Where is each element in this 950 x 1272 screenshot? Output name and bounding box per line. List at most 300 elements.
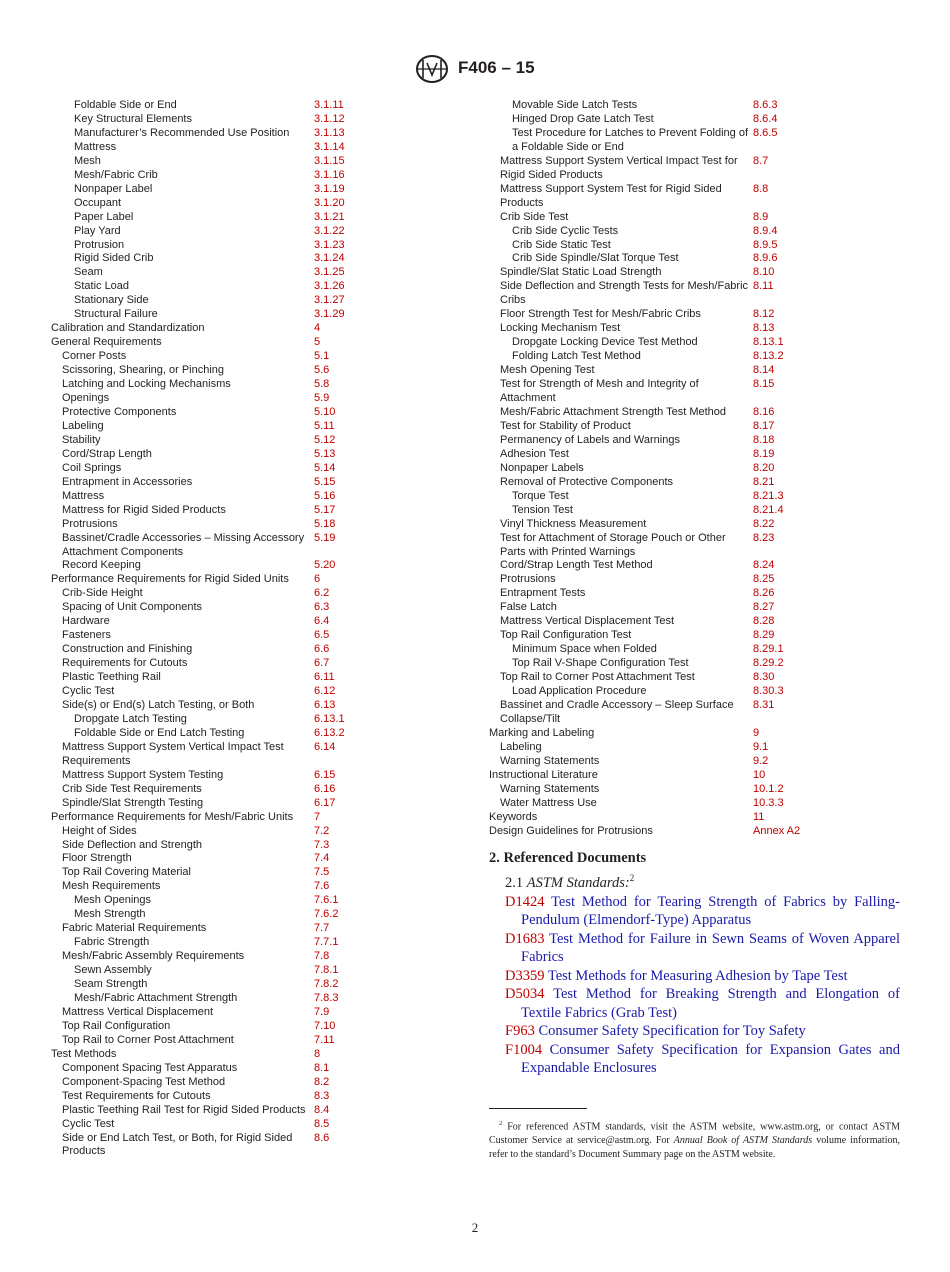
toc-entry-title: Bassinet and Cradle Accessory – Sleep Surface Collapse/Tilt <box>500 698 734 725</box>
toc-entry-section-number[interactable]: 5.13 <box>314 447 336 460</box>
toc-entry-section-number[interactable]: 8.31 <box>753 698 775 711</box>
toc-entry[interactable] <box>51 727 451 741</box>
toc-entry-title: Warning Statements <box>500 754 600 767</box>
toc-entry-section-number[interactable]: 7.7.1 <box>314 936 339 949</box>
toc-entry-section-number[interactable]: 3.1.24 <box>314 252 345 265</box>
toc-entry[interactable] <box>51 378 451 392</box>
toc-entry-title: Foldable Side or End Latch Testing <box>74 726 245 739</box>
toc-entry-section-number[interactable]: 8.30.3 <box>753 685 784 698</box>
toc-entry[interactable] <box>51 950 451 964</box>
toc-entry-title: Spacing of Unit Components <box>62 601 203 614</box>
toc-entry-section-number[interactable]: 5.19 <box>314 531 336 544</box>
toc-entry-section-number[interactable]: 5.10 <box>314 405 336 418</box>
toc-entry-title: Spindle/Slat Static Load Strength <box>500 266 662 279</box>
toc-entry-section-number[interactable]: 10 <box>753 768 766 781</box>
toc-entry[interactable] <box>51 504 451 518</box>
toc-entry[interactable] <box>51 1076 451 1090</box>
toc-entry[interactable] <box>489 783 909 797</box>
toc-entry-section-number[interactable]: 8.10 <box>753 266 775 279</box>
toc-entry-section-number[interactable]: 5.1 <box>314 350 330 363</box>
toc-entry[interactable] <box>489 797 909 811</box>
toc-entry[interactable] <box>51 1062 451 1076</box>
toc-entry-section-number[interactable]: 3.1.21 <box>314 210 345 223</box>
toc-entry-section-number[interactable]: 8.1 <box>314 1061 330 1074</box>
toc-entry-section-number[interactable]: 8.21 <box>753 475 775 488</box>
toc-entry[interactable] <box>51 1034 451 1048</box>
toc-entry[interactable] <box>51 992 451 1006</box>
toc-entry-section-number[interactable]: 8.13.1 <box>753 336 784 349</box>
toc-entry-section-number[interactable]: 8.3 <box>314 1089 330 1102</box>
toc-entry-section-number[interactable]: 5.15 <box>314 475 336 488</box>
toc-entry-section-number[interactable]: 6.4 <box>314 615 330 628</box>
reference-code-link[interactable]: D5034 <box>505 986 545 1003</box>
toc-entry[interactable] <box>51 1090 451 1104</box>
toc-entry[interactable] <box>489 350 909 364</box>
reference-entry[interactable] <box>489 967 900 986</box>
toc-entry-section-number[interactable]: 11 <box>753 810 765 823</box>
toc-entry-section-number[interactable]: 6.12 <box>314 685 336 698</box>
toc-entry[interactable] <box>489 601 909 615</box>
toc-entry-section-number[interactable]: 8.6.3 <box>753 99 778 111</box>
toc-entry[interactable] <box>489 252 909 266</box>
toc-entry[interactable] <box>51 225 451 239</box>
toc-entry[interactable] <box>51 462 451 476</box>
toc-entry[interactable] <box>489 225 909 239</box>
toc-entry-section-number[interactable]: 8.30 <box>753 671 775 684</box>
reference-code-link[interactable]: F963 <box>505 1023 535 1040</box>
toc-entry-section-number[interactable]: 7.5 <box>314 866 330 879</box>
toc-entry-section-number[interactable]: 8.21.3 <box>753 489 784 502</box>
toc-entry[interactable] <box>51 532 451 560</box>
toc-entry[interactable] <box>51 797 451 811</box>
toc-entry-section-number[interactable]: 6.16 <box>314 782 336 795</box>
toc-entry-section-number[interactable]: 8.27 <box>753 601 775 614</box>
toc-entry-section-number[interactable]: Annex A2 <box>753 824 801 837</box>
toc-entry-section-number[interactable]: 8.11 <box>753 280 774 293</box>
toc-entry[interactable] <box>489 685 909 699</box>
toc-entry-section-number[interactable]: 7.7 <box>314 922 330 935</box>
toc-entry-section-number[interactable]: 6.15 <box>314 768 336 781</box>
toc-entry[interactable] <box>489 99 909 113</box>
toc-entry[interactable] <box>51 448 451 462</box>
toc-entry-section-number[interactable]: 9.2 <box>753 754 769 767</box>
toc-entry-section-number[interactable]: 8.4 <box>314 1103 330 1116</box>
toc-entry-section-number[interactable]: 3.1.29 <box>314 308 345 321</box>
toc-entry[interactable] <box>489 727 909 741</box>
toc-entry[interactable] <box>51 155 451 169</box>
footnote-marker: 2 <box>629 873 635 883</box>
toc-entry[interactable] <box>51 615 451 629</box>
reference-entry[interactable] <box>489 930 900 967</box>
toc-entry[interactable] <box>51 322 451 336</box>
toc-entry[interactable] <box>51 434 451 448</box>
toc-entry-section-number[interactable]: 8.12 <box>753 308 775 321</box>
toc-entry-section-number[interactable]: 8.29.1 <box>753 643 784 656</box>
toc-entry-section-number[interactable]: 8.15 <box>753 378 775 391</box>
toc-entry-section-number[interactable]: 3.1.22 <box>314 224 345 237</box>
toc-entry-title: Static Load <box>74 280 130 293</box>
reference-code-link[interactable]: D3359 <box>505 967 545 984</box>
toc-entry[interactable] <box>51 1020 451 1034</box>
toc-entry[interactable] <box>489 587 909 601</box>
toc-entry[interactable] <box>51 978 451 992</box>
toc-entry[interactable] <box>51 964 451 978</box>
toc-entry-section-number[interactable]: 8.17 <box>753 419 775 432</box>
toc-entry[interactable] <box>51 825 451 839</box>
toc-entry[interactable] <box>51 699 451 713</box>
toc-entry-title: Top Rail Configuration Test <box>500 629 632 642</box>
toc-entry-title: Fabric Material Requirements <box>62 922 207 935</box>
toc-entry-section-number[interactable]: 8.25 <box>753 573 775 586</box>
toc-entry-section-number[interactable]: 8.20 <box>753 461 775 474</box>
toc-entry-section-number[interactable]: 8.13 <box>753 322 775 335</box>
toc-entry-title: Protrusions <box>62 517 118 530</box>
toc-entry[interactable] <box>489 211 909 225</box>
toc-entry[interactable] <box>51 741 451 769</box>
toc-entry-section-number[interactable]: 5.9 <box>314 392 330 405</box>
toc-entry-title: Mesh/Fabric Assembly Requirements <box>62 950 245 963</box>
toc-entry[interactable] <box>51 239 451 253</box>
toc-entry-section-number[interactable]: 3.1.27 <box>314 294 345 307</box>
toc-entry[interactable] <box>489 155 909 183</box>
reference-entry[interactable] <box>489 1041 900 1078</box>
toc-entry[interactable] <box>489 657 909 671</box>
toc-entry-title: Mattress Support System Vertical Impact Test for Rigid Sided Products <box>500 154 738 181</box>
toc-entry[interactable] <box>489 769 909 783</box>
toc-entry[interactable] <box>51 657 451 671</box>
toc-entry-title: Top Rail Covering Material <box>62 866 191 879</box>
toc-entry[interactable] <box>489 559 909 573</box>
toc-entry[interactable] <box>489 490 909 504</box>
reference-code-link[interactable]: F1004 <box>505 1041 543 1058</box>
toc-entry[interactable] <box>489 378 909 406</box>
toc-entry[interactable] <box>51 685 451 699</box>
toc-entry-title: Plastic Teething Rail Test for Rigid Sided Products <box>62 1103 306 1116</box>
toc-entry-section-number[interactable]: 8.7 <box>753 154 769 167</box>
reference-entry[interactable] <box>489 1022 900 1041</box>
reference-title-link[interactable]: Test Method for Failure in Sewn Seams of Woven Apparel Fabrics <box>521 930 900 966</box>
toc-entry-title: Side or End Latch Test, or Both, for Rigid Sided Products <box>62 1131 293 1158</box>
toc-entry-section-number[interactable]: 6.6 <box>314 643 330 656</box>
toc-entry[interactable] <box>51 99 451 113</box>
toc-entry[interactable] <box>489 364 909 378</box>
toc-entry[interactable] <box>51 1132 451 1160</box>
toc-entry-title: Nonpaper Label <box>74 182 153 195</box>
toc-entry-section-number[interactable]: 8.6.4 <box>753 112 778 125</box>
toc-entry-title: Occupant <box>74 196 122 209</box>
toc-entry[interactable] <box>489 239 909 253</box>
toc-entry-title: Spindle/Slat Strength Testing <box>62 796 204 809</box>
toc-entry-section-number[interactable]: 5 <box>314 336 321 349</box>
toc-entry[interactable] <box>489 825 909 839</box>
toc-entry-title: Seam <box>74 266 103 279</box>
toc-entry[interactable] <box>489 322 909 336</box>
toc-entry[interactable] <box>51 364 451 378</box>
toc-entry-section-number[interactable]: 10.1.2 <box>753 782 784 795</box>
toc-entry-section-number[interactable]: 3.1.23 <box>314 238 345 251</box>
toc-entry-section-number[interactable]: 5.16 <box>314 489 336 502</box>
toc-entry-title: Top Rail to Corner Post Attachment <box>62 1033 234 1046</box>
toc-entry-section-number[interactable]: 5.6 <box>314 364 330 377</box>
reference-title-link[interactable]: Test Method for Breaking Strength and Elongation of Textile Fabrics (Grab Test) <box>521 986 900 1021</box>
toc-entry[interactable] <box>51 783 451 797</box>
toc-entry[interactable] <box>489 811 909 825</box>
toc-entry-section-number[interactable]: 8.13.2 <box>753 350 784 363</box>
toc-entry-section-number[interactable]: 8.5 <box>314 1117 330 1130</box>
toc-entry-section-number[interactable]: 6 <box>314 573 321 586</box>
toc-entry-section-number[interactable]: 6.2 <box>314 587 330 600</box>
toc-entry-section-number[interactable]: 5.12 <box>314 433 336 446</box>
toc-entry[interactable] <box>51 252 451 266</box>
toc-entry-section-number[interactable]: 7.8.1 <box>314 964 339 977</box>
toc-entry-section-number[interactable]: 8.2 <box>314 1075 330 1088</box>
toc-entry-section-number[interactable]: 8.29 <box>753 629 775 642</box>
toc-entry-section-number[interactable]: 6.7 <box>314 657 330 670</box>
toc-entry[interactable] <box>489 127 909 155</box>
toc-entry-section-number[interactable]: 7.9 <box>314 1005 330 1018</box>
toc-entry-title: Side Deflection and Strength Tests for Mesh/Fabric Cribs <box>500 280 749 307</box>
toc-entry[interactable] <box>51 559 451 573</box>
toc-entry-title: Labeling <box>500 740 542 753</box>
toc-entry-section-number[interactable]: 6.17 <box>314 796 336 809</box>
toc-entry-section-number[interactable]: 3.1.25 <box>314 266 345 279</box>
toc-entry-section-number[interactable]: 8.21.4 <box>753 503 784 516</box>
toc-entry[interactable] <box>51 811 451 825</box>
toc-entry-section-number[interactable]: 6.13.1 <box>314 712 345 725</box>
toc-entry-section-number[interactable]: 8.29.2 <box>753 657 784 670</box>
toc-entry-title: Mattress Vertical Displacement Test <box>500 615 675 628</box>
toc-entry-section-number[interactable]: 5.17 <box>314 503 336 516</box>
toc-entry[interactable] <box>51 169 451 183</box>
toc-entry-section-number[interactable]: 7.11 <box>314 1033 335 1046</box>
toc-entry-section-number[interactable]: 3.1.14 <box>314 140 345 153</box>
toc-entry[interactable] <box>51 392 451 406</box>
toc-entry[interactable] <box>489 643 909 657</box>
toc-entry[interactable] <box>51 573 451 587</box>
toc-entry-section-number[interactable]: 8.9.6 <box>753 252 778 265</box>
toc-entry[interactable] <box>51 769 451 783</box>
toc-entry[interactable] <box>51 113 451 127</box>
toc-entry-section-number[interactable]: 8.14 <box>753 364 775 377</box>
toc-entry[interactable] <box>51 713 451 727</box>
toc-entry-section-number[interactable]: 3.1.26 <box>314 280 345 293</box>
toc-entry-section-number[interactable]: 5.20 <box>314 559 336 572</box>
reference-title-link[interactable]: Test Methods for Measuring Adhesion by Tape Test <box>547 967 848 984</box>
toc-entry-section-number[interactable]: 3.1.19 <box>314 182 345 195</box>
toc-entry-section-number[interactable]: 7.3 <box>314 838 330 851</box>
toc-entry[interactable] <box>489 448 909 462</box>
toc-entry-title: Torque Test <box>512 489 569 502</box>
footnote-text-1: For referenced ASTM standards, visit the ASTM website, www.astm.org, or contact ASTM Customer Service at service@astm.org. For <box>489 1121 900 1147</box>
toc-entry-title: Top Rail Configuration <box>62 1019 171 1032</box>
toc-entry-title: Mattress <box>74 140 117 153</box>
toc-entry-section-number[interactable]: 9 <box>753 726 760 739</box>
toc-entry-section-number[interactable]: 8.18 <box>753 433 775 446</box>
toc-entry[interactable] <box>489 629 909 643</box>
toc-entry[interactable] <box>51 308 451 322</box>
toc-entry[interactable] <box>489 755 909 769</box>
toc-entry-title: Cyclic Test <box>62 1117 115 1130</box>
toc-entry[interactable] <box>51 839 451 853</box>
toc-entry[interactable] <box>489 671 909 685</box>
toc-entry-title: Tension Test <box>512 503 573 516</box>
toc-entry-section-number[interactable]: 3.1.15 <box>314 154 345 167</box>
toc-entry-title: False Latch <box>500 601 557 614</box>
page-header <box>0 54 950 86</box>
toc-entry[interactable] <box>51 908 451 922</box>
toc-entry-section-number[interactable]: 8.9 <box>753 210 769 223</box>
toc-entry[interactable] <box>489 573 909 587</box>
toc-entry[interactable] <box>489 183 909 211</box>
toc-entry-section-number[interactable]: 7.8.3 <box>314 992 339 1004</box>
toc-entry-section-number[interactable]: 5.8 <box>314 378 330 391</box>
toc-entry[interactable] <box>489 615 909 629</box>
toc-entry[interactable] <box>51 518 451 532</box>
toc-entry-section-number[interactable]: 9.1 <box>753 740 769 753</box>
toc-entry[interactable] <box>51 601 451 615</box>
toc-entry-section-number[interactable]: 8.9.5 <box>753 238 778 251</box>
toc-entry[interactable] <box>489 462 909 476</box>
toc-entry-section-number[interactable]: 5.14 <box>314 461 336 474</box>
toc-entry-title: Crib Side Test <box>500 210 569 223</box>
toc-entry[interactable] <box>51 922 451 936</box>
toc-entry-section-number[interactable]: 7.4 <box>314 852 330 865</box>
toc-entry[interactable] <box>489 336 909 350</box>
toc-entry[interactable] <box>51 490 451 504</box>
toc-entry[interactable] <box>489 113 909 127</box>
toc-entry-section-number[interactable]: 8.9.4 <box>753 224 778 237</box>
toc-entry[interactable] <box>51 1048 451 1062</box>
toc-entry[interactable] <box>51 936 451 950</box>
toc-entry[interactable] <box>51 1118 451 1132</box>
toc-entry[interactable] <box>51 406 451 420</box>
toc-entry-section-number[interactable]: 6.13 <box>314 698 336 711</box>
toc-entry-section-number[interactable]: 6.11 <box>314 671 335 684</box>
toc-entry-section-number[interactable]: 3.1.12 <box>314 112 345 125</box>
toc-entry[interactable] <box>51 280 451 294</box>
toc-entry-title: Warning Statements <box>500 782 600 795</box>
toc-entry-title: Structural Failure <box>74 308 158 321</box>
toc-entry[interactable] <box>51 587 451 601</box>
toc-entry[interactable] <box>51 476 451 490</box>
toc-entry[interactable] <box>489 518 909 532</box>
toc-entry[interactable] <box>51 852 451 866</box>
toc-entry[interactable] <box>489 741 909 755</box>
reference-title-link[interactable]: Consumer Safety Specification for Expansion Gates and Expandable Enclosures <box>521 1041 900 1077</box>
toc-entry-section-number[interactable]: 7.6 <box>314 880 330 893</box>
toc-entry-title: Requirements for Cutouts <box>62 657 188 670</box>
toc-entry-section-number[interactable]: 4 <box>314 322 321 335</box>
toc-entry[interactable] <box>51 266 451 280</box>
toc-entry-section-number[interactable]: 6.13.2 <box>314 726 345 739</box>
toc-entry-section-number[interactable]: 7.10 <box>314 1019 336 1032</box>
toc-entry[interactable] <box>51 671 451 685</box>
reference-code-link[interactable]: D1424 <box>505 893 545 910</box>
toc-entry-section-number[interactable]: 6.3 <box>314 601 330 614</box>
toc-entry[interactable] <box>51 420 451 434</box>
reference-entry[interactable] <box>489 893 900 930</box>
toc-entry[interactable] <box>489 504 909 518</box>
toc-entry[interactable] <box>51 141 451 155</box>
toc-entry-section-number[interactable]: 8.8 <box>753 182 769 195</box>
toc-entry[interactable] <box>51 866 451 880</box>
toc-entry[interactable] <box>51 350 451 364</box>
toc-entry-section-number[interactable]: 7.6.1 <box>314 894 339 907</box>
toc-entry-section-number[interactable]: 8.6.5 <box>753 126 778 139</box>
toc-entry[interactable] <box>51 894 451 908</box>
toc-entry-section-number[interactable]: 3.1.16 <box>314 168 345 181</box>
toc-entry-title: Foldable Side or End <box>74 99 177 111</box>
toc-entry-section-number[interactable]: 5.11 <box>314 419 335 432</box>
toc-entry[interactable] <box>489 266 909 280</box>
reference-title-link[interactable]: Test Method for Tearing Strength of Fabrics by Falling-Pendulum (Elmendorf-Type) Apparatus <box>521 893 900 929</box>
toc-entry-section-number[interactable]: 7 <box>314 810 321 823</box>
toc-entry-section-number[interactable]: 8.16 <box>753 405 775 418</box>
toc-entry[interactable] <box>489 532 909 560</box>
toc-entry-section-number[interactable]: 7.8.2 <box>314 978 339 991</box>
toc-entry-section-number[interactable]: 6.14 <box>314 740 336 753</box>
toc-entry-title: Openings <box>62 392 110 405</box>
toc-entry[interactable] <box>489 280 909 308</box>
toc-entry-title: Fasteners <box>62 629 111 642</box>
toc-entry[interactable] <box>51 197 451 211</box>
toc-entry[interactable] <box>51 880 451 894</box>
toc-entry-section-number[interactable]: 8.6 <box>314 1131 330 1144</box>
toc-entry-section-number[interactable]: 8.24 <box>753 559 775 572</box>
toc-entry-title: Sewn Assembly <box>74 964 152 977</box>
toc-entry[interactable] <box>51 127 451 141</box>
toc-entry-title: Side Deflection and Strength <box>62 838 203 851</box>
toc-entry-section-number[interactable]: 8.26 <box>753 587 775 600</box>
astm-logo-icon <box>414 54 450 84</box>
toc-entry[interactable] <box>51 211 451 225</box>
toc-entry-title: Rigid Sided Crib <box>74 252 154 265</box>
toc-entry-section-number[interactable]: 8.19 <box>753 447 775 460</box>
reference-code-link[interactable]: D1683 <box>505 930 545 947</box>
toc-entry[interactable] <box>51 183 451 197</box>
toc-entry-section-number[interactable]: 5.18 <box>314 517 336 530</box>
toc-entry[interactable] <box>489 420 909 434</box>
toc-entry[interactable] <box>51 643 451 657</box>
toc-entry-section-number[interactable]: 7.8 <box>314 950 330 963</box>
toc-entry-section-number[interactable]: 3.1.13 <box>314 126 345 139</box>
toc-entry-section-number[interactable]: 3.1.11 <box>314 99 344 111</box>
toc-entry[interactable] <box>489 476 909 490</box>
toc-entry-section-number[interactable]: 6.5 <box>314 629 330 642</box>
toc-entry[interactable] <box>51 336 451 350</box>
footnote-text-2: volume information, refer to the standard’s Document Summary page on the ASTM website. <box>489 1135 900 1160</box>
toc-entry-section-number[interactable]: 8.22 <box>753 517 775 530</box>
toc-entry-section-number[interactable]: 8 <box>314 1047 321 1060</box>
toc-entry-section-number[interactable]: 7.6.2 <box>314 908 339 921</box>
toc-entry-title: Minimum Space when Folded <box>512 643 657 656</box>
toc-entry[interactable] <box>51 1006 451 1020</box>
reference-title-link[interactable]: Consumer Safety Specification for Toy Safety <box>538 1023 806 1040</box>
reference-entry[interactable] <box>489 985 900 1022</box>
toc-entry-section-number[interactable]: 7.2 <box>314 824 330 837</box>
toc-entry[interactable] <box>489 308 909 322</box>
toc-entry[interactable] <box>51 294 451 308</box>
toc-entry[interactable] <box>489 406 909 420</box>
toc-entry[interactable] <box>489 699 909 727</box>
toc-entry-section-number[interactable]: 3.1.20 <box>314 196 345 209</box>
toc-entry-section-number[interactable]: 8.23 <box>753 531 775 544</box>
toc-entry-section-number[interactable]: 8.28 <box>753 615 775 628</box>
toc-entry-section-number[interactable]: 10.3.3 <box>753 796 784 809</box>
toc-entry[interactable] <box>51 1104 451 1118</box>
toc-entry[interactable] <box>51 629 451 643</box>
toc-entry[interactable] <box>489 434 909 448</box>
